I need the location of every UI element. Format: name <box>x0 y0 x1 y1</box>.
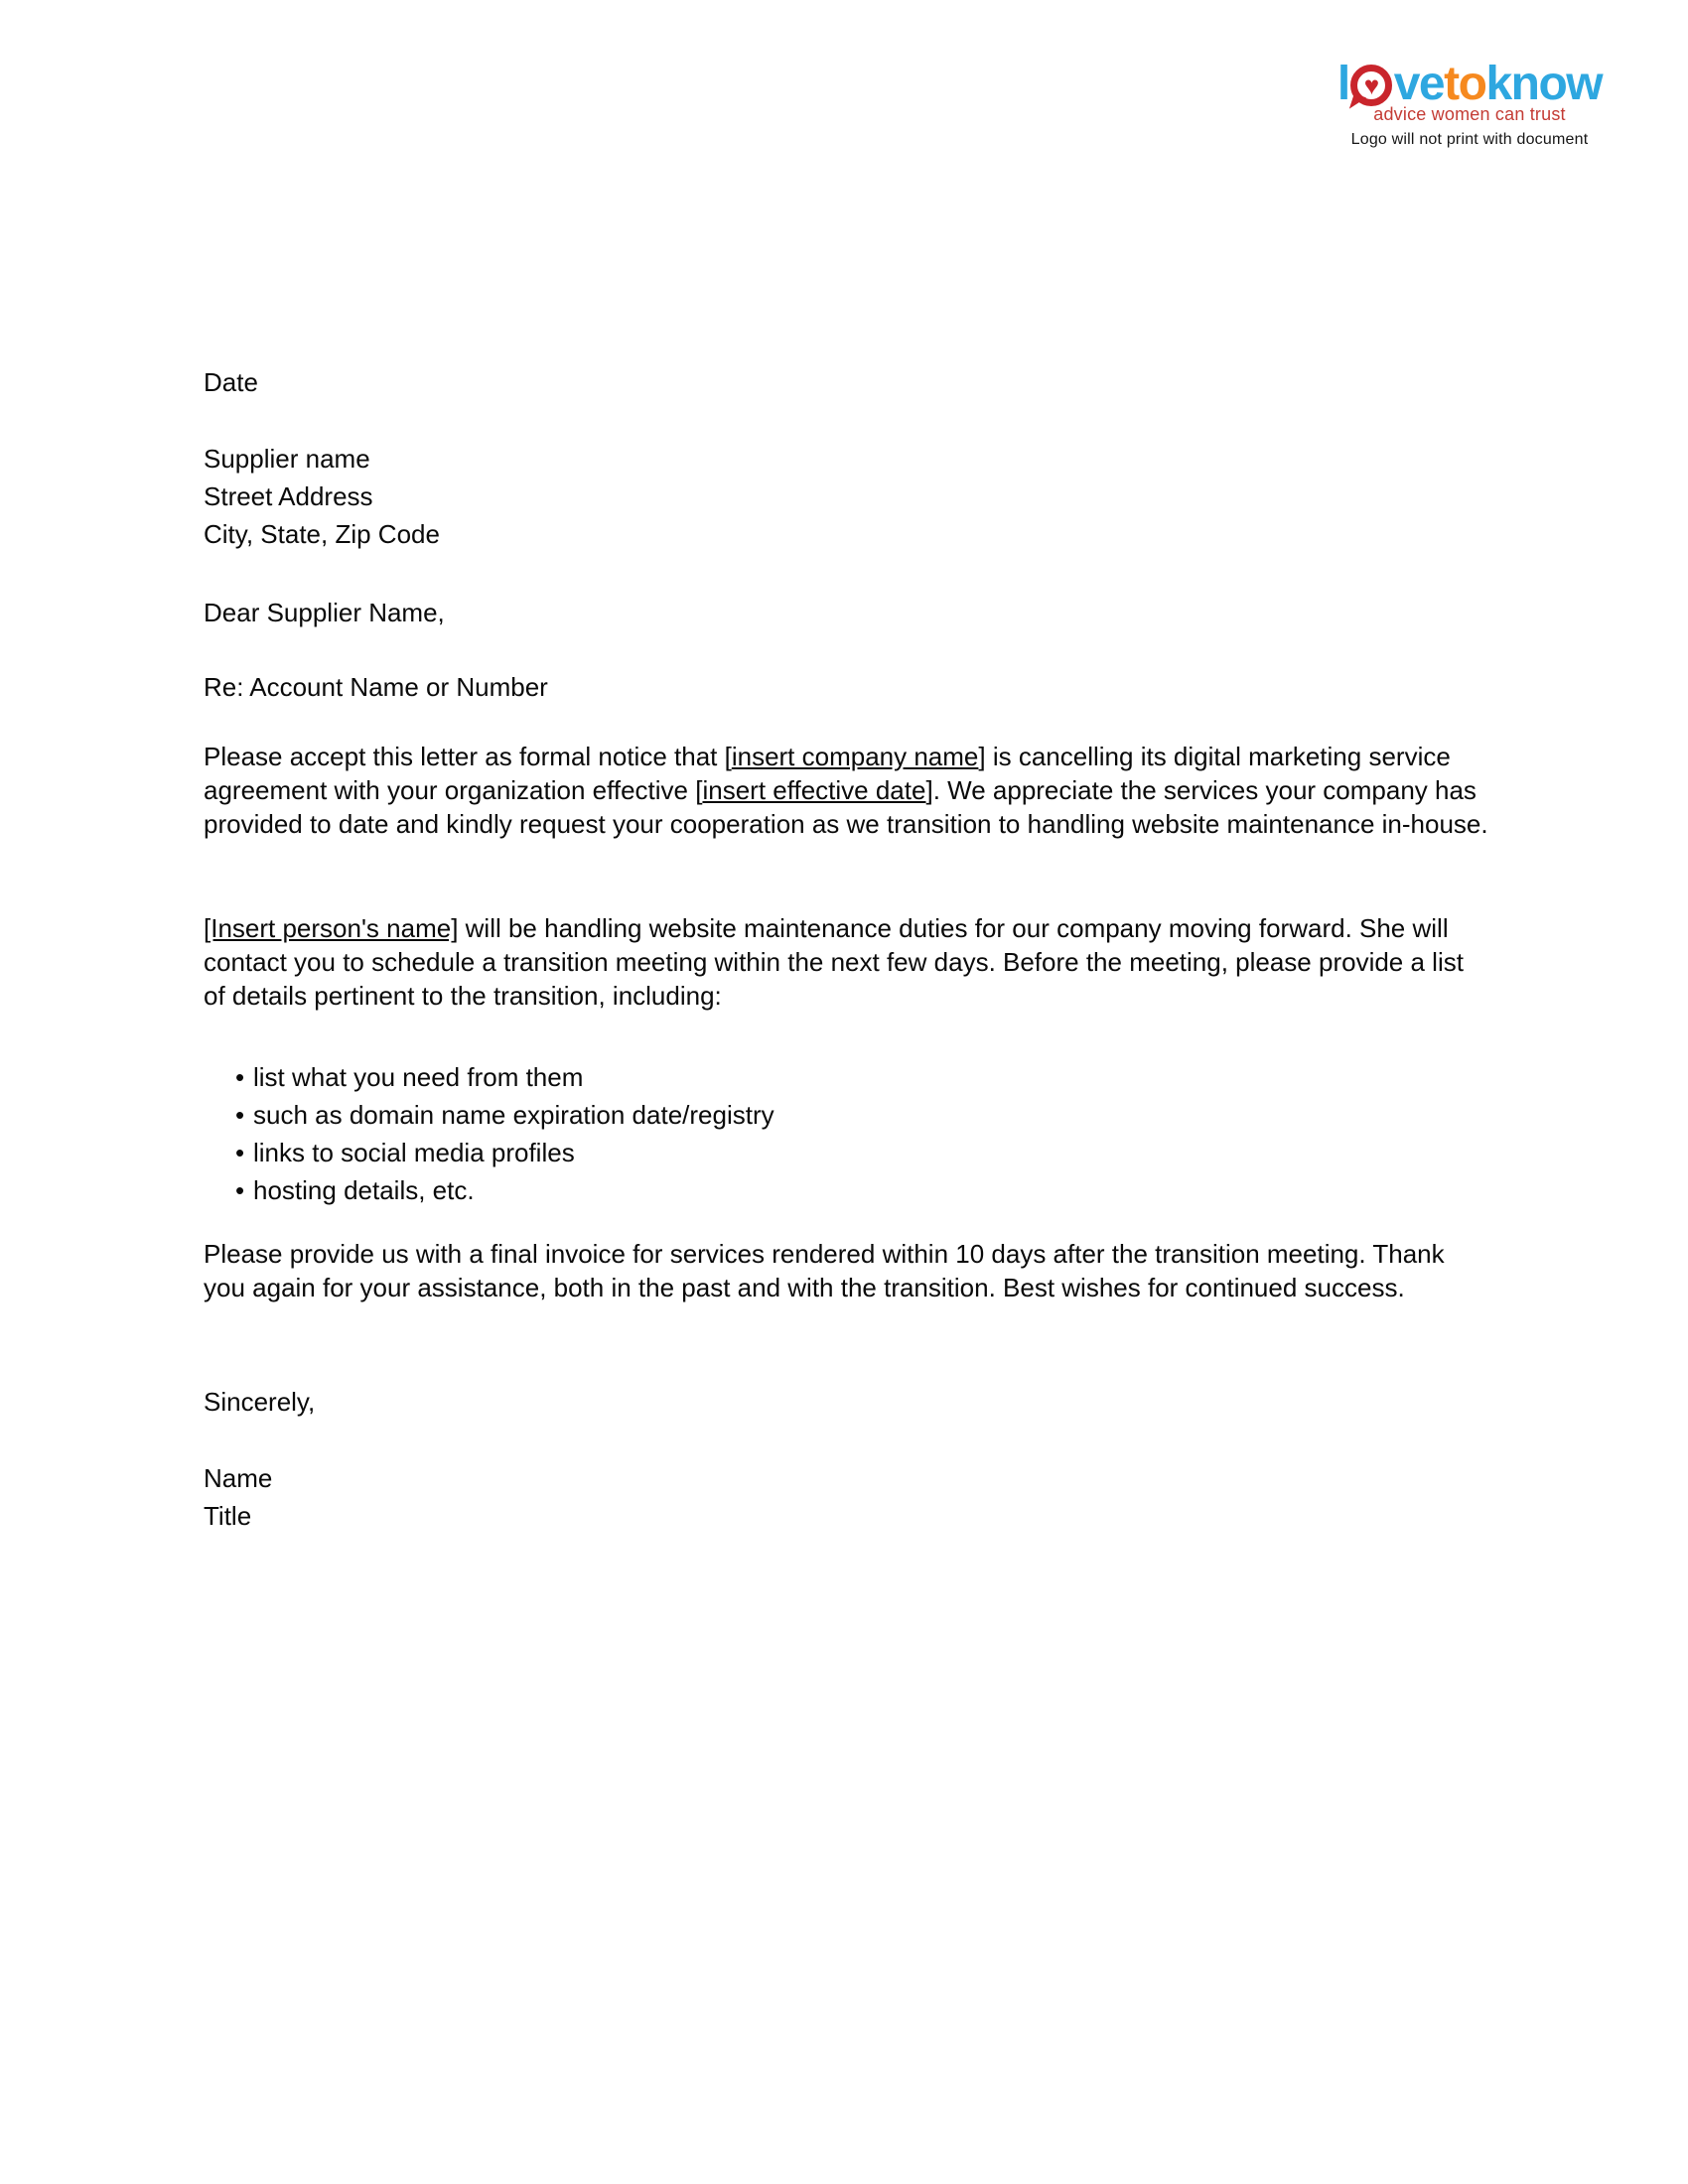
list-item: • hosting details, etc. <box>204 1171 1489 1209</box>
recipient-name-line: Supplier name <box>204 444 370 474</box>
closing-line: Sincerely, <box>204 1387 316 1417</box>
recipient-street-line: Street Address <box>204 481 373 511</box>
heart-icon: ♥ <box>1363 70 1378 100</box>
list-item: • list what you need from them <box>204 1058 1489 1096</box>
logo-letter-l: l <box>1336 58 1349 110</box>
insert-person-name-placeholder: [Insert person's name] <box>204 913 459 943</box>
salutation-line: Dear Supplier Name, <box>204 598 445 627</box>
insert-effective-date-placeholder: insert effective date <box>702 775 926 805</box>
paragraph-final-invoice: Please provide us with a final invoice for services rendered within 10 days after the transition meeting. Thank you again for your assistance, both in the past and with the transition. Best wishes for continued success. <box>204 1239 1445 1302</box>
paragraph-transition-text: will be handling website maintenance duties for our company moving forward. She will contact you to schedule a transition meeting within the next few days. Before the meeting, please provide a list of details pertinent to the transition, including: <box>204 913 1464 1011</box>
signature-title-line: Title <box>204 1501 252 1531</box>
logo-letters-to: to <box>1444 58 1486 110</box>
recipient-address-block <box>204 440 1489 553</box>
logo-disclaimer: Logo will not print with document <box>1350 131 1589 148</box>
recipient-city-line: City, State, Zip Code <box>204 519 440 549</box>
paragraph-notice <box>204 740 1489 841</box>
transition-details-list <box>204 1058 1489 1209</box>
date-line: Date <box>204 367 258 397</box>
insert-company-name-placeholder: insert company name <box>731 742 979 771</box>
logo-wordmark <box>1326 60 1614 109</box>
list-item: • links to social media profiles <box>204 1134 1489 1171</box>
paragraph-transition <box>204 911 1489 1013</box>
logo-letters-know: know <box>1485 58 1603 110</box>
paragraph-notice-text: Please accept this letter as formal notice that [ <box>204 742 732 771</box>
lovetoknow-logo <box>1326 60 1614 149</box>
list-item: • such as domain name expiration date/registry <box>204 1096 1489 1134</box>
subject-line: Re: Account Name or Number <box>204 672 548 702</box>
paragraph-notice-text: ]. We appreciate the services your company has provided to date and kindly request your cooperation as we transition to handling website maintenance in-house. <box>204 775 1488 839</box>
logo-letters-ve: ve <box>1393 58 1445 110</box>
heart-speech-bubble-icon <box>1350 65 1392 106</box>
signature-block <box>204 1459 1489 1535</box>
paragraph-notice-text: ] is cancelling its digital marketing service agreement with your organization effective [ <box>204 742 1451 805</box>
signature-name-line: Name <box>204 1463 273 1493</box>
logo-tagline: advice women can trust <box>1373 104 1566 124</box>
